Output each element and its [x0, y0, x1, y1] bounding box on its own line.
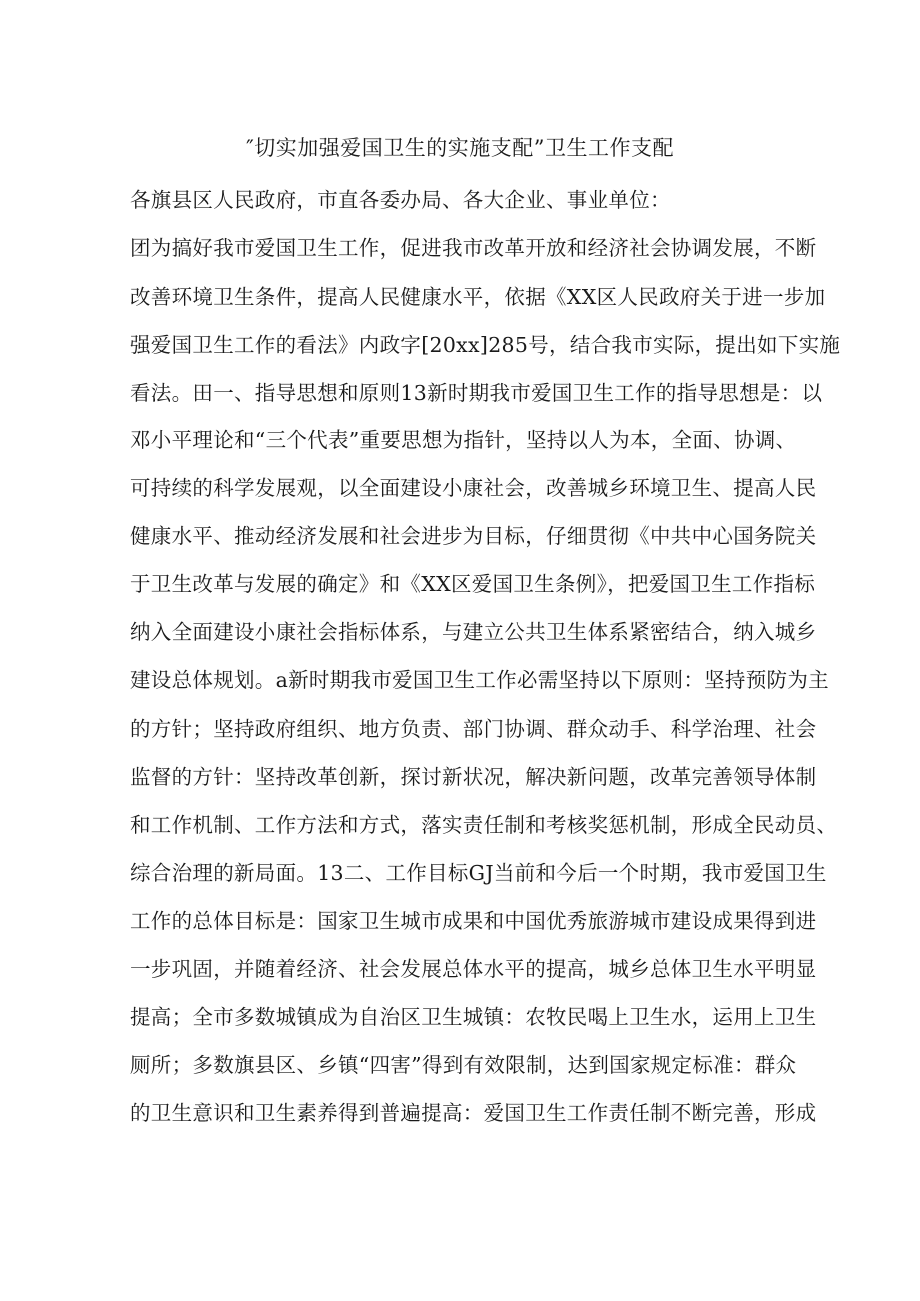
paragraph-line: 和工作机制、工作方法和方式，落实责任制和考核奖惩机制，形成全民动员、: [130, 813, 838, 837]
paragraph-line: 可持续的科学发展观，以全面建设小康社会，改善城乡环境卫生、提高人民: [130, 476, 817, 500]
document-title: ″切实加强爱国卫生的实施支配”卫生工作支配: [245, 136, 675, 160]
paragraph-line: 建设总体规划。a新时期我市爱国卫生工作必需坚持以下原则：坚持预防为主: [130, 668, 829, 692]
paragraph-line: 各旗县区人民政府，市直各委办局、各大企业、事业单位：: [130, 188, 671, 212]
paragraph-line: 提高；全市多数城镇成为自治区卫生城镇：农牧民喝上卫生水，运用上卫生: [130, 1005, 817, 1029]
paragraph-line: 工作的总体目标是：国家卫生城市成果和中国优秀旅游城市建设成果得到进: [130, 909, 817, 933]
paragraph-line: 的方针；坚持政府组织、地方负责、部门协调、群众动手、科学治理、社会: [130, 717, 817, 741]
paragraph-line: 邓小平理论和“三个代表”重要思想为指针，坚持以人为本，全面、协调、: [130, 428, 797, 452]
paragraph-line: 健康水平、推动经济发展和社会进步为目标，仔细贯彻《中共中心国务院关: [130, 524, 817, 548]
paragraph-line: 综合治理的新局面。13二、工作目标GJ当前和今后一个时期，我市爱国卫生: [130, 861, 827, 885]
paragraph-line: 于卫生改革与发展的确定》和《XX区爱国卫生条例》，把爱国卫生工作指标: [130, 572, 816, 596]
paragraph-line: 的卫生意识和卫生素养得到普遍提高：爱国卫生工作责任制不断完善，形成: [130, 1101, 817, 1125]
paragraph-line: 监督的方针：坚持改革创新，探讨新状况，解决新问题，改革完善领导体制: [130, 765, 817, 789]
paragraph-line: 纳入全面建设小康社会指标体系，与建立公共卫生体系紧密结合，纳入城乡: [130, 620, 817, 644]
paragraph-line: 团为搞好我市爱国卫生工作，促进我市改革开放和经济社会协调发展，不断: [130, 236, 817, 260]
paragraph-line: 一步巩固，并随着经济、社会发展总体水平的提高，城乡总体卫生水平明显: [130, 957, 817, 981]
paragraph-line: 看法。田一、指导思想和原则13新时期我市爱国卫生工作的指导思想是：以: [130, 381, 823, 405]
paragraph-line: 强爱国卫生工作的看法》内政字[20xx]285号，结合我市实际，提出如下实施: [130, 333, 841, 357]
paragraph-line: 改善环境卫生条件，提高人民健康水平，依据《XX区人民政府关于进一步加: [130, 285, 826, 309]
paragraph-line: 厕所；多数旗县区、乡镇“四害”得到有效限制，达到国家规定标准：群众: [130, 1053, 797, 1077]
